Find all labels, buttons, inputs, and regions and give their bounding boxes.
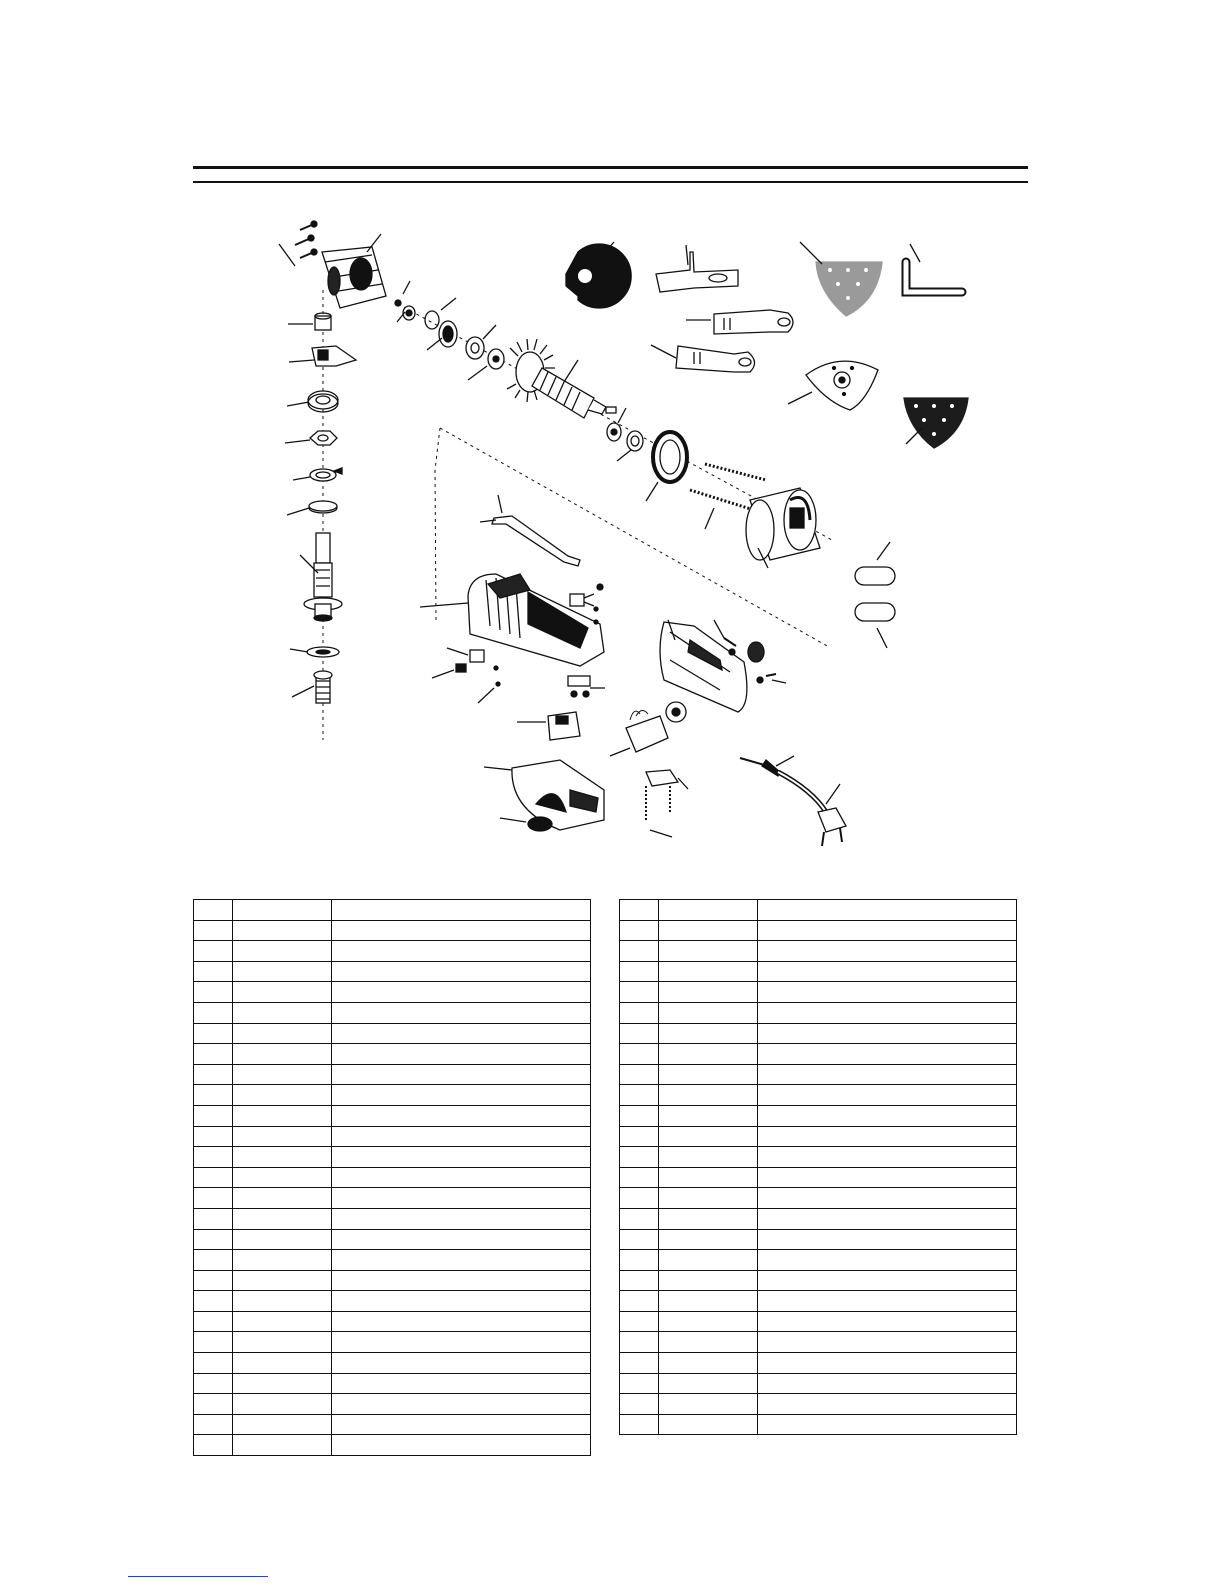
table-row (194, 1044, 591, 1065)
armature (507, 339, 616, 418)
table-row (620, 1002, 1017, 1023)
plunge-blade-2 (676, 346, 755, 372)
table-row (620, 1353, 1017, 1374)
clamping-bolt (314, 671, 332, 703)
label-plates (855, 567, 895, 621)
table-row (194, 1414, 591, 1435)
table-row (620, 1332, 1017, 1353)
power-cord (740, 758, 846, 846)
table-row (620, 1167, 1017, 1188)
table-row (620, 1311, 1017, 1332)
leader-housing (367, 234, 381, 252)
segment-saw-blade (566, 244, 631, 308)
table-row (194, 1085, 591, 1106)
bearing-large (308, 391, 338, 412)
rear-bearings (607, 423, 643, 451)
table-row (194, 941, 591, 962)
table-row (194, 1250, 591, 1271)
switch-block (548, 712, 580, 740)
table-row (194, 1208, 591, 1229)
eccentric-fork (312, 346, 356, 366)
sanding-sheet-black (904, 398, 968, 448)
table-row (194, 1353, 591, 1374)
table-row (620, 1229, 1017, 1250)
table-row (620, 941, 1017, 962)
table-row (194, 1064, 591, 1085)
table-row (194, 1311, 591, 1332)
table-row (620, 1250, 1017, 1271)
bearing-retainer (653, 432, 687, 482)
table-row (194, 1229, 591, 1250)
plunge-blade-offset (656, 252, 738, 292)
table-row (194, 1167, 591, 1188)
table-row (194, 982, 591, 1003)
table-row (620, 920, 1017, 941)
table-row (620, 1044, 1017, 1065)
switch-rod (492, 516, 580, 566)
table-row (620, 1208, 1017, 1229)
housing-screws (295, 221, 317, 258)
sanding-sheet-grey (816, 262, 882, 316)
stator (746, 488, 820, 560)
table-row (194, 1126, 591, 1147)
brush-cap (748, 642, 764, 662)
table-row (194, 1188, 591, 1209)
table-row (620, 1373, 1017, 1394)
table-row (620, 1414, 1017, 1435)
nut (310, 431, 337, 445)
table-row (194, 1105, 591, 1126)
gear-housing (322, 247, 386, 308)
rubber-cap (528, 817, 552, 831)
washer (309, 501, 337, 513)
table-row (620, 900, 1017, 921)
table-row (194, 1270, 591, 1291)
table-row (194, 1002, 591, 1023)
table-row (194, 1291, 591, 1312)
cord-clamp (646, 770, 678, 822)
table-row (620, 1023, 1017, 1044)
flange-washer (307, 647, 339, 657)
table-row (620, 1291, 1017, 1312)
table-row (620, 1270, 1017, 1291)
hex-key (906, 262, 962, 292)
table-row (194, 920, 591, 941)
table-row (620, 961, 1017, 982)
rear-cover (512, 760, 604, 830)
table-row (194, 1023, 591, 1044)
table-row (194, 1373, 591, 1394)
cord-clamp-screws (568, 676, 590, 697)
spindle (304, 533, 342, 621)
bushing (315, 313, 331, 330)
brush-holder-bottom (456, 650, 500, 686)
table-row (194, 961, 591, 982)
table-row (620, 1394, 1017, 1415)
table-row (194, 1332, 591, 1353)
speed-control (626, 702, 686, 752)
footer-link-underline[interactable] (128, 1576, 268, 1577)
table-row (194, 1435, 591, 1456)
table-row (620, 1105, 1017, 1126)
table-row (194, 1394, 591, 1415)
sanding-pad (806, 361, 878, 410)
table-row (620, 1147, 1017, 1168)
table-row (620, 1064, 1017, 1085)
retaining-clip (310, 468, 342, 481)
table-row (194, 900, 591, 921)
leader-screw (279, 244, 295, 266)
table-row (620, 1085, 1017, 1106)
plunge-blade-1 (714, 310, 793, 334)
table-row (620, 1126, 1017, 1147)
table-row (620, 982, 1017, 1003)
table-row (194, 1147, 591, 1168)
parts-table-right (619, 899, 1017, 1435)
table-row (620, 1188, 1017, 1209)
motor-housing-half (468, 574, 604, 666)
parts-table-left (193, 899, 591, 1456)
